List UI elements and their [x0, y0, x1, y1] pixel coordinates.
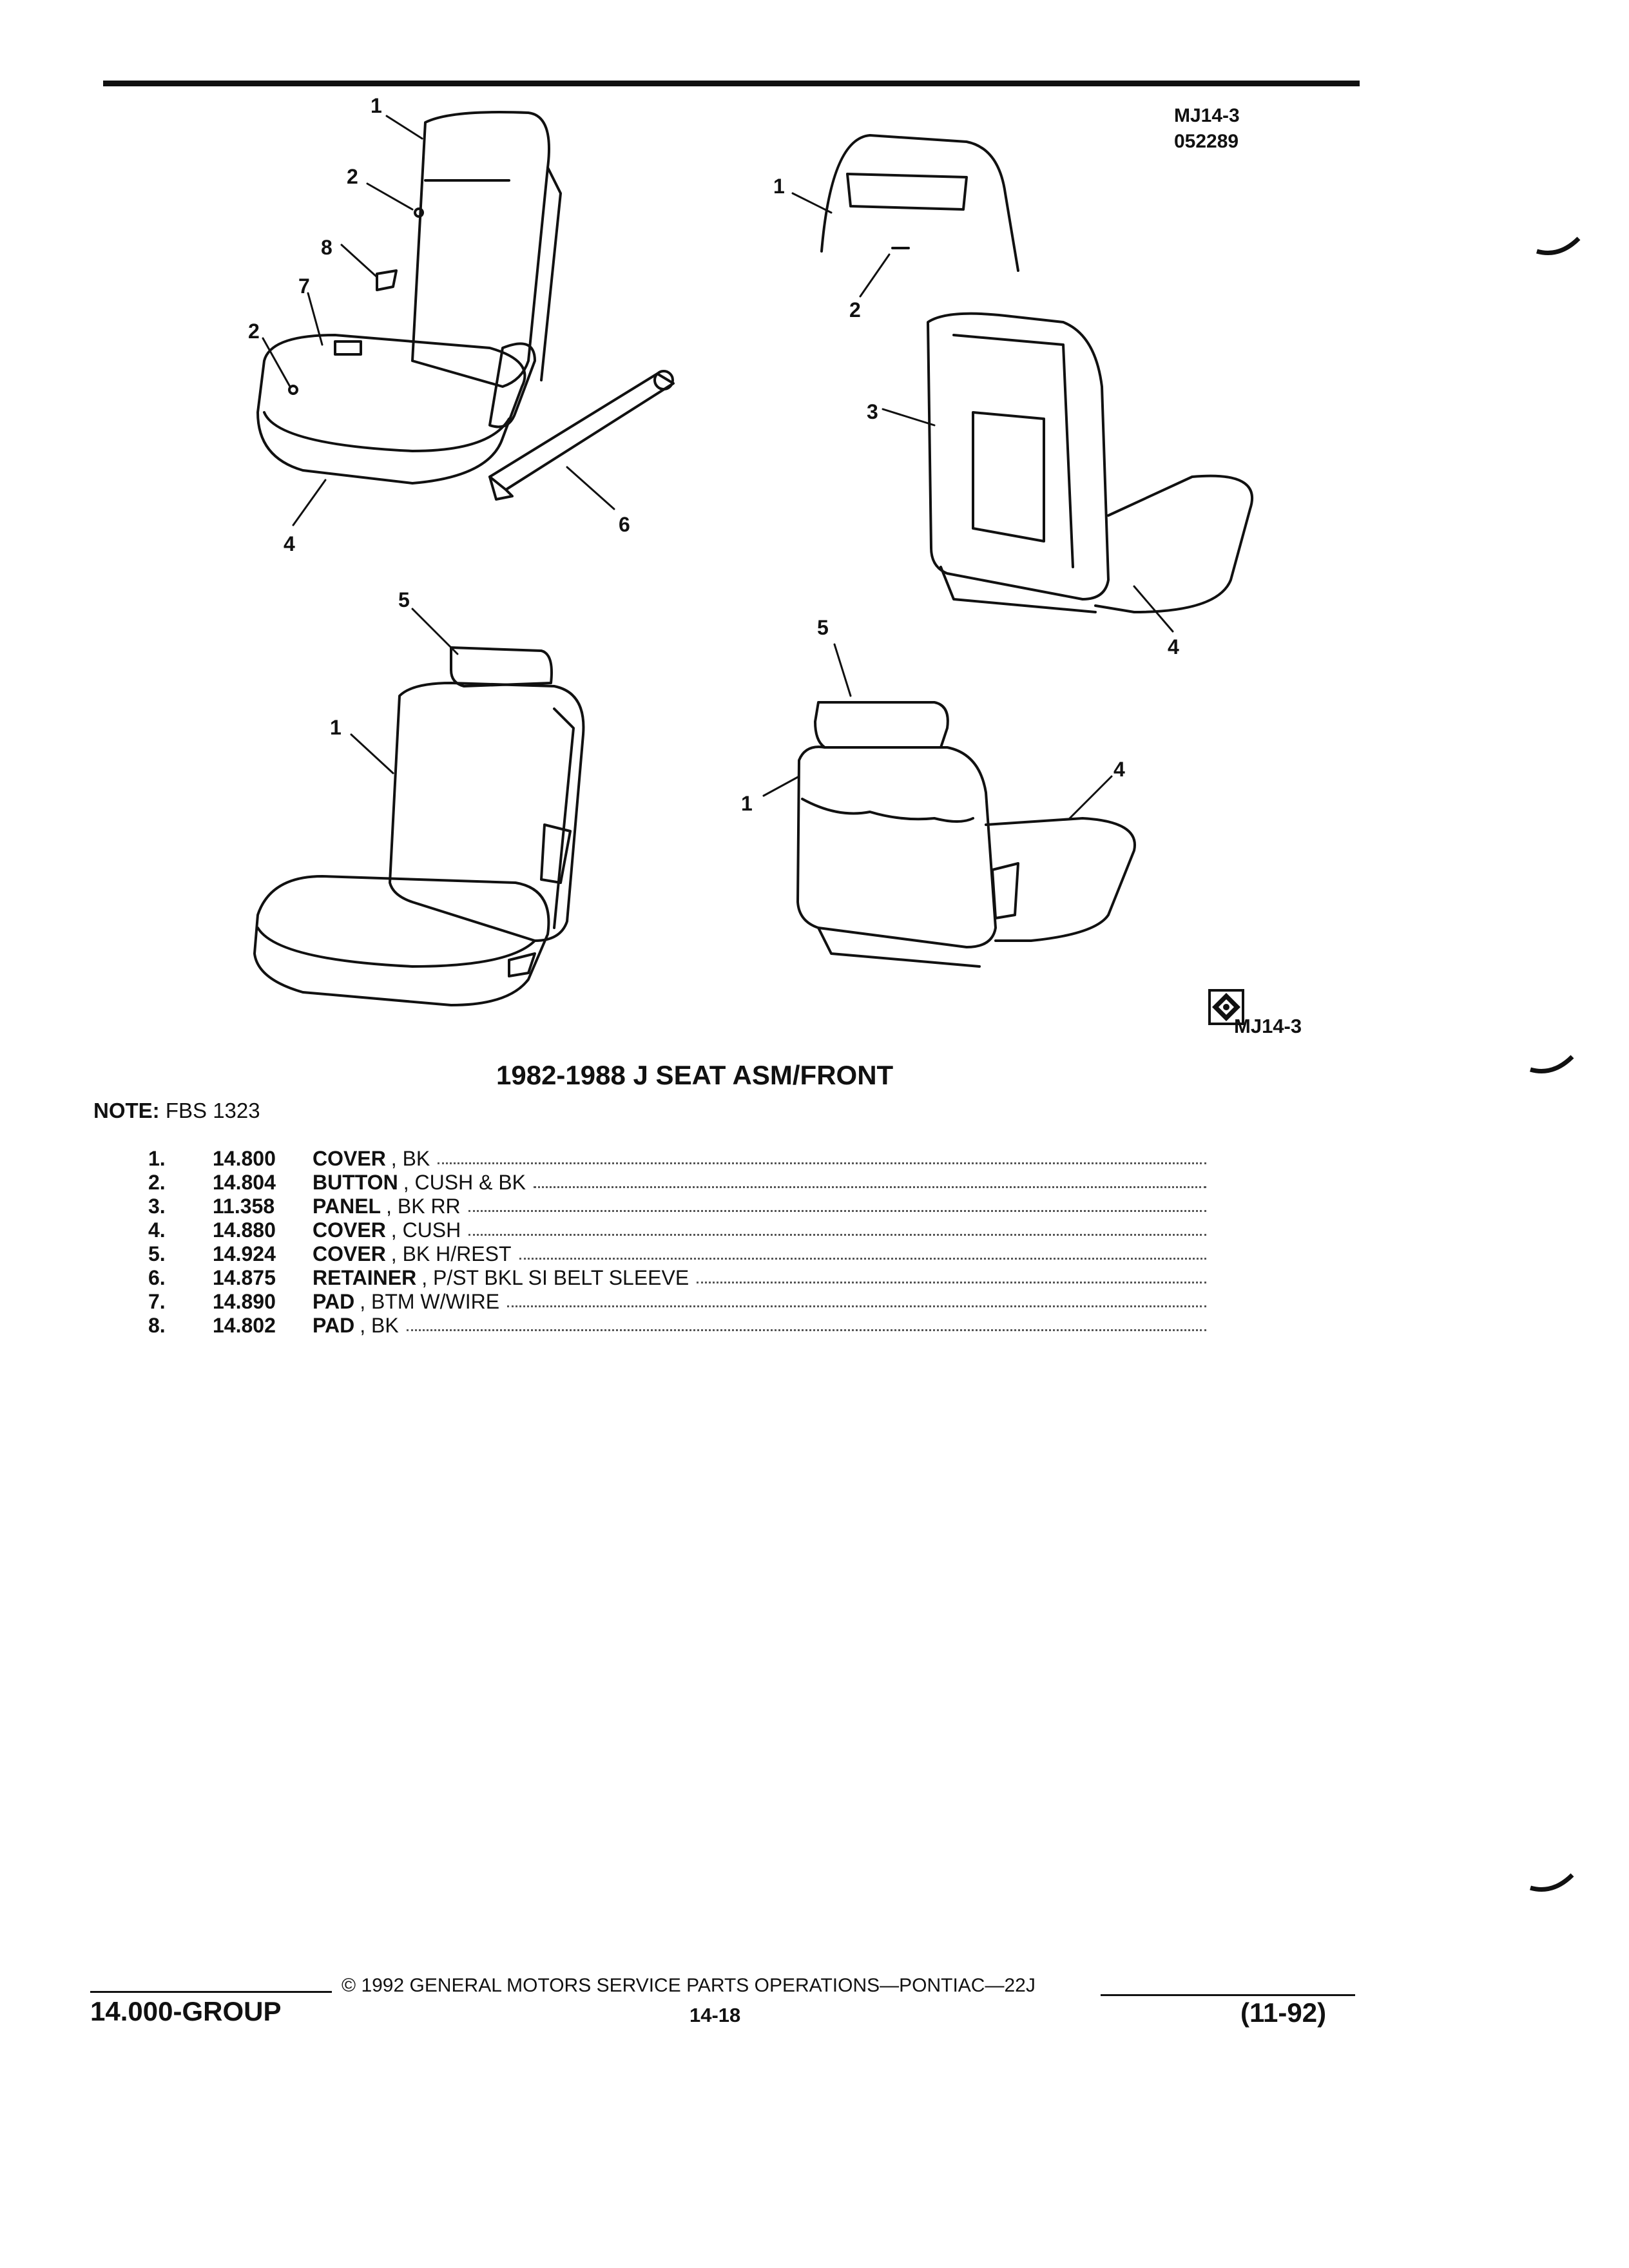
note	[93, 1099, 260, 1123]
part-number: 6.	[148, 1266, 166, 1289]
page-title-text: 1982-1988 J SEAT ASM/FRONT	[496, 1060, 894, 1090]
footer-copyright: © 1992 GENERAL MOTORS SERVICE PARTS OPERATIONS—PONTIAC—22J	[342, 1975, 1036, 1996]
footer-rule-left	[90, 1991, 332, 1993]
leader-dots	[438, 1147, 1206, 1164]
part-description: , BK	[360, 1314, 399, 1337]
note-text: FBS 1323	[165, 1099, 260, 1122]
part-description: , P/ST BKL SI BELT SLEEVE	[421, 1266, 689, 1289]
part-code: 11.358	[213, 1195, 275, 1218]
callout-8: 8	[321, 236, 333, 259]
callout-1: 1	[371, 94, 382, 117]
part-number: 8.	[148, 1314, 166, 1337]
callout-7: 7	[298, 274, 310, 298]
drawing-code: MJ14-3	[1174, 105, 1240, 126]
part-name: COVER	[313, 1218, 386, 1242]
part-description: , CUSH & BK	[403, 1171, 526, 1194]
leader-dots	[468, 1218, 1206, 1236]
part-number: 7.	[148, 1290, 166, 1313]
part-number: 2.	[148, 1171, 166, 1194]
part-description: , BK	[390, 1147, 430, 1170]
footer-page-number: 14-18	[689, 2004, 741, 2026]
part-code: 14.890	[213, 1290, 276, 1313]
part-name: PANEL	[313, 1195, 381, 1218]
seat-assembly-upper-right	[822, 135, 1252, 612]
part-code: 14.800	[213, 1147, 276, 1170]
part-name: RETAINER	[313, 1266, 417, 1289]
callout-2-seat: 2	[248, 320, 260, 343]
seat-assembly-upper-left	[258, 112, 561, 483]
leader-dots	[468, 1195, 1206, 1212]
seat-illustration	[0, 0, 1629, 1095]
footer-date: (11-92)	[1240, 1997, 1327, 2028]
part-name: COVER	[313, 1147, 386, 1170]
part-code: 14.875	[213, 1266, 276, 1289]
part-description: , BK RR	[386, 1195, 461, 1218]
part-row	[148, 1266, 1211, 1290]
part-number: 5.	[148, 1242, 166, 1265]
part-name: PAD	[313, 1290, 355, 1313]
note-label: NOTE:	[93, 1099, 160, 1122]
leader-dots	[519, 1242, 1207, 1260]
part-row	[148, 1147, 1211, 1171]
leader-dots	[507, 1290, 1206, 1307]
part-number: 1.	[148, 1147, 166, 1170]
callout-4-lower: 4	[1113, 758, 1125, 781]
part-code: 14.924	[213, 1242, 276, 1265]
callout-1-headrest: 1	[773, 175, 785, 198]
footer-rule-right	[1101, 1994, 1355, 1996]
parts-list	[148, 1147, 1211, 1338]
drawing-number: 052289	[1174, 131, 1239, 152]
part-number: 4.	[148, 1218, 166, 1242]
callout-2: 2	[347, 165, 358, 188]
part-code: 14.802	[213, 1314, 276, 1337]
scan-mark-icon	[1527, 1037, 1579, 1089]
callout-1-lower: 1	[330, 716, 342, 739]
leader-dots	[697, 1266, 1206, 1283]
part-number: 3.	[148, 1195, 166, 1218]
callout-5-rear: 5	[817, 616, 829, 639]
part-description: , BTM W/WIRE	[360, 1290, 500, 1313]
part-row	[148, 1290, 1211, 1314]
footer-group: 14.000-GROUP	[90, 1996, 282, 2026]
callout-1-rear: 1	[741, 792, 753, 815]
badge-code: MJ14-3	[1234, 1015, 1302, 1037]
callout-4: 4	[284, 532, 295, 555]
part-row	[148, 1171, 1211, 1195]
part-name: BUTTON	[313, 1171, 398, 1194]
seat-assembly-lower-left	[255, 648, 583, 1005]
seat-assembly-lower-right	[798, 702, 1135, 966]
callout-5: 5	[398, 588, 410, 611]
part-description: , CUSH	[390, 1218, 461, 1242]
leader-dots	[407, 1314, 1206, 1331]
part-description: , BK H/REST	[390, 1242, 512, 1265]
leader-dots	[534, 1171, 1206, 1188]
scan-mark-icon	[1534, 219, 1585, 271]
callout-6: 6	[619, 513, 630, 536]
part-row	[148, 1195, 1211, 1218]
part-code: 14.880	[213, 1218, 276, 1242]
part-code: 14.804	[213, 1171, 276, 1194]
callout-3: 3	[867, 400, 878, 423]
part-row	[148, 1314, 1211, 1338]
part-row	[148, 1218, 1211, 1242]
callout-2-headrest: 2	[849, 298, 861, 322]
scan-mark-icon	[1527, 1856, 1579, 1907]
part-name: COVER	[313, 1242, 386, 1265]
part-row	[148, 1242, 1211, 1266]
part-name: PAD	[313, 1314, 355, 1337]
callout-4-rear: 4	[1168, 635, 1179, 658]
